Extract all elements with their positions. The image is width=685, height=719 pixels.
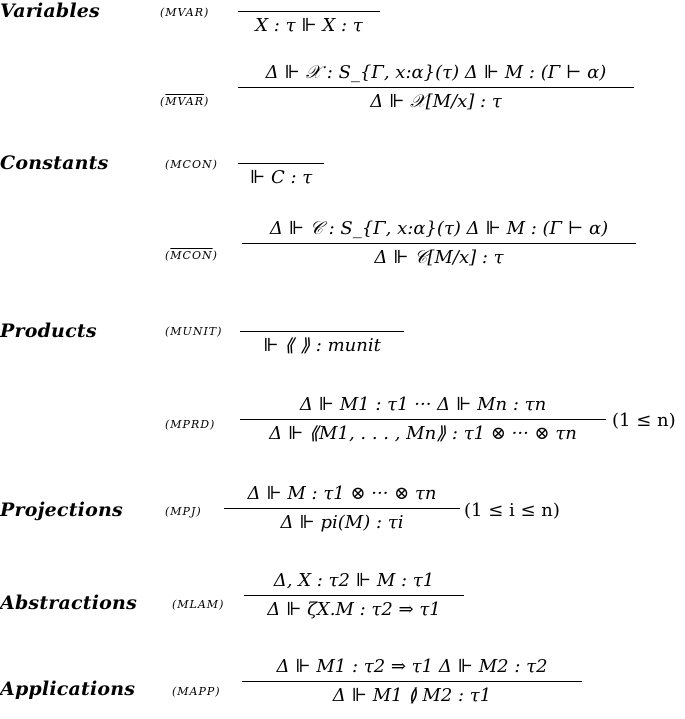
rule-mvar-bar-frac: [238, 62, 634, 113]
rule-mcon-bar-conclusion: Δ ⊩ 𝒞[M/x] : τ: [374, 247, 504, 268]
rule-name-munit: (MUNIT): [165, 325, 223, 338]
section-constants: Constants: [0, 152, 109, 174]
rule-mapp-premise: Δ ⊩ M1 : τ2 ⇒ τ1 Δ ⊩ M2 : τ2: [276, 656, 548, 677]
rule-mvar-bar: [238, 11, 380, 12]
rule-name-mcon-bar: (MCON): [165, 249, 218, 262]
rule-munit-premise: [240, 320, 404, 328]
rule-mvar: [238, 0, 380, 37]
rule-name-mcon: (MCON): [165, 158, 218, 171]
rule-mprd-premise: Δ ⊩ M1 : τ1 ··· Δ ⊩ Mn : τn: [299, 394, 547, 415]
rule-mvar-conclusion: X : τ ⊩ X : τ: [255, 15, 363, 36]
rule-mpj-bar: [224, 508, 460, 509]
rule-mprd-bar: [240, 419, 606, 420]
rule-mvar-bar-conclusion: Δ ⊩ 𝒳[M/x] : τ: [370, 91, 502, 112]
rule-mprd-side-condition: (1 ≤ n): [612, 410, 676, 431]
rule-name-mvar-bar: (MVAR): [160, 95, 210, 108]
rule-munit-bar: [240, 331, 404, 332]
rule-mcon-conclusion: ⊩ C : τ: [249, 167, 313, 188]
rule-mlam-conclusion: Δ ⊩ ζX.M : τ2 ⇒ τ1: [267, 599, 441, 620]
rule-name-mvar: (MVAR): [160, 6, 210, 19]
rule-mapp-bar: [242, 681, 582, 682]
rule-mlam-premise: Δ, X : τ2 ⊩ M : τ1: [273, 570, 435, 591]
rule-mpj-side-condition: (1 ≤ i ≤ n): [464, 500, 560, 521]
rule-mcon: [238, 152, 324, 189]
rule-mpj-conclusion: Δ ⊩ pi(M) : τi: [280, 512, 404, 533]
rule-mvar-premise: [238, 0, 380, 8]
rule-name-mpj: (MPJ): [165, 505, 202, 518]
rule-mlam-bar: [244, 595, 464, 596]
rule-mvar-bar-premise: Δ ⊩ 𝒳 : S_{Γ, x:α}(τ) Δ ⊩ M : (Γ ⊢ α): [265, 62, 607, 83]
section-projections: Projections: [0, 499, 123, 521]
rule-mlam: [244, 570, 464, 621]
section-products: Products: [0, 320, 97, 342]
rule-munit: [240, 320, 404, 357]
rule-name-mlam: (MLAM): [172, 598, 225, 611]
rule-mapp: [242, 656, 582, 707]
rule-mprd-conclusion: Δ ⊩ ⟪M1, . . . , Mn⟫ : τ1 ⊗ ··· ⊗ τn: [269, 423, 577, 444]
section-applications: Applications: [0, 678, 136, 700]
rule-mcon-bar-line: [242, 243, 636, 244]
rule-mvar-bar-line: [238, 87, 634, 88]
rule-mcon-bar-premise: Δ ⊩ 𝒞 : S_{Γ, x:α}(τ) Δ ⊩ M : (Γ ⊢ α): [269, 218, 609, 239]
rule-mpj: [224, 483, 460, 534]
section-variables: Variables: [0, 0, 100, 22]
rule-mcon-bar: [238, 163, 324, 164]
rule-mprd: [240, 394, 606, 445]
section-abstractions: Abstractions: [0, 592, 137, 614]
rule-munit-conclusion: ⊩ ⟪ ⟫ : munit: [263, 335, 381, 356]
rule-mpj-premise: Δ ⊩ M : τ1 ⊗ ··· ⊗ τn: [247, 483, 437, 504]
rule-name-mprd: (MPRD): [165, 418, 216, 431]
rule-name-mapp: (MAPP): [172, 685, 221, 698]
rule-mapp-conclusion: Δ ⊩ M1 ≬ M2 : τ1: [332, 685, 492, 706]
rule-mcon-premise: [238, 152, 324, 160]
rule-mcon-bar-frac: [242, 218, 636, 269]
